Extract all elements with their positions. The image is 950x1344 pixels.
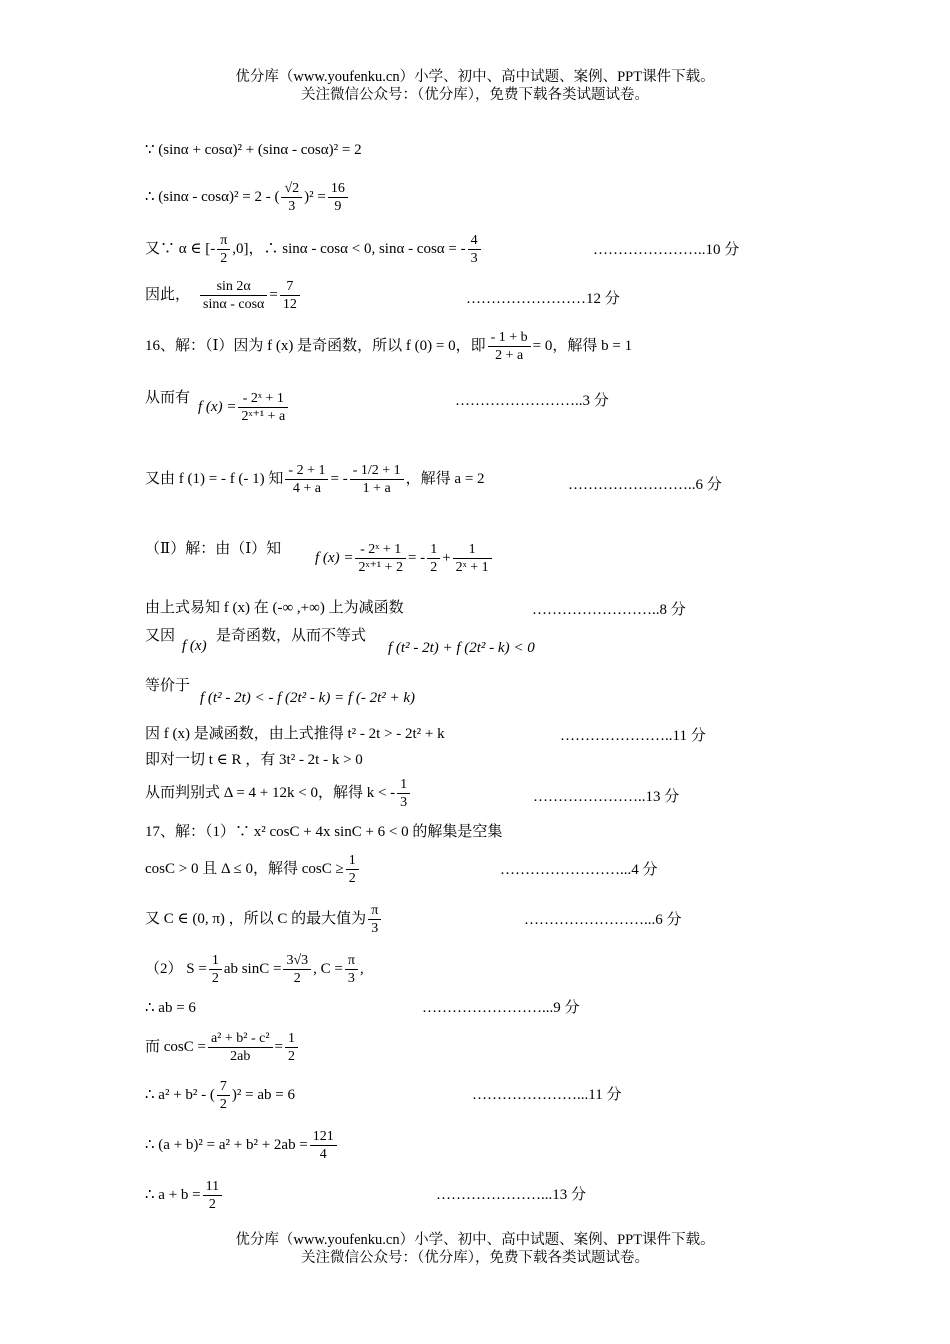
numerator: 7 bbox=[280, 278, 300, 296]
numerator: π bbox=[345, 952, 358, 970]
fraction bbox=[355, 541, 406, 576]
numerator: sin 2α bbox=[200, 278, 267, 296]
q15-result-line bbox=[145, 278, 302, 313]
denominator: 9 bbox=[334, 199, 342, 214]
text: ∴ a + b = bbox=[145, 1186, 201, 1203]
text: ∴ (sinα - cosα)² = 2 - ( bbox=[145, 188, 280, 205]
text: ab sinC = bbox=[223, 960, 282, 977]
text: ∴ a² + b² - ( bbox=[145, 1086, 215, 1103]
denominator: 2ˣ⁺¹ + 2 bbox=[358, 560, 403, 575]
denominator: 3 bbox=[400, 795, 408, 810]
numerator: a² + b² - c² bbox=[208, 1030, 273, 1048]
q17-ab-line: ∴ ab = 6 bbox=[145, 1000, 196, 1016]
fraction bbox=[285, 1030, 298, 1065]
q17-max-line bbox=[145, 902, 383, 937]
q17-substitute-line bbox=[145, 1078, 295, 1113]
text: 是奇函数，从而不等式 bbox=[216, 628, 367, 644]
q17-part1-line: 17、解：（1）∵ x² cosC + 4x sinC + 6 < 0 的解集是空集 bbox=[145, 824, 503, 840]
q16-part2-line bbox=[145, 539, 281, 559]
numerator: 3√3 bbox=[283, 952, 311, 970]
text: 从而有 bbox=[145, 390, 191, 406]
fraction bbox=[346, 852, 359, 887]
q16-equivalent-line bbox=[145, 676, 190, 696]
text: )² = bbox=[304, 188, 326, 205]
numerator: - 1 + b bbox=[488, 329, 531, 347]
fraction bbox=[310, 1128, 337, 1163]
numerator: 121 bbox=[310, 1128, 337, 1146]
text: 因此， bbox=[145, 286, 191, 303]
q16-odd-text bbox=[216, 626, 366, 646]
numerator: 1 bbox=[427, 541, 440, 559]
denominator: 2 bbox=[293, 971, 301, 986]
text: 16、解：（Ⅰ）因为 f (x) 是奇函数，所以 f (0) = 0，即 bbox=[145, 337, 486, 354]
q16-solve-a-line bbox=[145, 462, 485, 497]
fraction bbox=[345, 952, 358, 987]
q16-deduce-line: 因 f (x) 是减函数，由上式推得 t² - 2t > - 2t² + k bbox=[145, 726, 445, 742]
text: （Ⅱ）解：由（Ⅰ）知 bbox=[145, 541, 282, 557]
text: = 0，解得 b = 1 bbox=[532, 337, 633, 354]
text: , C = bbox=[313, 960, 343, 977]
numerator: 11 bbox=[203, 1178, 222, 1196]
text: f (t² - 2t) + f (2t² - k) < 0 bbox=[388, 640, 535, 656]
numerator: 7 bbox=[217, 1078, 230, 1096]
fraction bbox=[217, 232, 230, 267]
score-marker: ……………………...6 分 bbox=[524, 912, 682, 928]
q17-cosine-law-line bbox=[145, 1030, 300, 1065]
text: 从而判别式 Δ = 4 + 12k < 0，解得 k < - bbox=[145, 784, 396, 801]
text: )² = ab = 6 bbox=[231, 1086, 295, 1103]
score-marker: ……………………12 分 bbox=[466, 291, 620, 307]
text: f (x) = bbox=[315, 549, 354, 566]
q16-odd-fx bbox=[182, 636, 207, 656]
denominator: 4 + a bbox=[292, 481, 321, 496]
text: 又因 bbox=[145, 628, 176, 644]
fraction bbox=[427, 541, 440, 576]
text: ∴ (a + b)² = a² + b² + 2ab = bbox=[145, 1136, 308, 1153]
text: 又∵ α ∈ [- bbox=[145, 240, 216, 257]
fraction bbox=[285, 462, 328, 497]
q17-sum-line bbox=[145, 1178, 224, 1213]
text: = - bbox=[407, 549, 426, 566]
q16-part2-formula bbox=[315, 541, 494, 576]
text: + bbox=[442, 549, 451, 566]
fraction bbox=[208, 1030, 273, 1065]
q16-fx-line bbox=[145, 388, 190, 408]
numerator: 1 bbox=[209, 952, 222, 970]
fraction bbox=[397, 776, 410, 811]
denominator: 3 bbox=[470, 251, 478, 266]
score-marker: ……………………..3 分 bbox=[455, 393, 609, 409]
denominator: sinα - cosα bbox=[203, 297, 265, 312]
text: f (x) bbox=[182, 638, 207, 654]
denominator: 2ˣ⁺¹ + a bbox=[241, 409, 286, 424]
numerator: 4 bbox=[468, 232, 481, 250]
header-line-2: 关注微信公众号：（优分库），免费下载各类试题试卷。 bbox=[301, 87, 649, 103]
score-marker: …………………...11 分 bbox=[472, 1087, 622, 1103]
q17-sum-square-line bbox=[145, 1128, 339, 1163]
q15-square-line bbox=[145, 180, 350, 215]
score-marker: …………………..13 分 bbox=[533, 789, 680, 805]
q17-cos-line bbox=[145, 852, 361, 887]
fraction bbox=[280, 278, 300, 313]
denominator: 2ab bbox=[230, 1049, 251, 1064]
score-marker: ……………………...9 分 bbox=[422, 1000, 580, 1016]
text: = bbox=[274, 1038, 284, 1055]
text: f (t² - 2t) < - f (2t² - k) = f (- 2t² + k) bbox=[200, 690, 416, 706]
denominator: 2ˣ + 1 bbox=[455, 560, 489, 575]
q15-identity-line: ∵ (sinα + cosα)² + (sinα - cosα)² = 2 bbox=[145, 142, 362, 158]
denominator: 1 + a bbox=[362, 481, 391, 496]
text: ，解得 a = 2 bbox=[405, 470, 485, 487]
fraction bbox=[328, 180, 348, 215]
denominator: 2 bbox=[288, 1049, 296, 1064]
denominator: 2 bbox=[220, 251, 228, 266]
fraction bbox=[368, 902, 381, 937]
q16-equivalent-formula bbox=[200, 688, 415, 708]
text: 又 C ∈ (0, π) ，所以 C 的最大值为 bbox=[145, 910, 367, 927]
fraction bbox=[217, 1078, 230, 1113]
score-marker: …………………..11 分 bbox=[560, 728, 706, 744]
score-marker: …………………...13 分 bbox=[436, 1187, 587, 1203]
denominator: 2 + a bbox=[495, 348, 524, 363]
numerator: √2 bbox=[281, 180, 302, 198]
fraction bbox=[200, 278, 267, 313]
q16-inequality bbox=[388, 638, 535, 658]
numerator: π bbox=[217, 232, 230, 250]
fraction bbox=[281, 180, 302, 215]
text: = bbox=[269, 286, 278, 303]
q16-discriminant-line bbox=[145, 776, 412, 811]
score-marker: ……………………..8 分 bbox=[532, 602, 686, 618]
text: cosC > 0 且 Δ ≤ 0，解得 cosC ≥ bbox=[145, 860, 344, 877]
numerator: - 2ˣ + 1 bbox=[355, 541, 406, 559]
denominator: 3 bbox=[288, 199, 296, 214]
denominator: 3 bbox=[347, 971, 355, 986]
numerator: - 2ˣ + 1 bbox=[238, 390, 288, 408]
footer-line-1: 优分库（www.youfenku.cn）小学、初中、高中试题、案例、PPT课件下载。 bbox=[235, 1232, 715, 1248]
numerator: - 1/2 + 1 bbox=[350, 462, 404, 480]
score-marker: ……………………..6 分 bbox=[568, 477, 722, 493]
footer-line-2: 关注微信公众号：（优分库），免费下载各类试题试卷。 bbox=[301, 1250, 649, 1266]
q16-forall-line: 即对一切 t ∈ R ，有 3t² - 2t - k > 0 bbox=[145, 752, 363, 768]
fraction bbox=[453, 541, 492, 576]
q16-part1-line bbox=[145, 329, 632, 364]
text: 等价于 bbox=[145, 678, 191, 694]
numerator: π bbox=[368, 902, 381, 920]
denominator: 2 bbox=[219, 1097, 227, 1112]
text: 而 cosC = bbox=[145, 1038, 206, 1055]
score-marker: ……………………...4 分 bbox=[500, 862, 658, 878]
denominator: 2 bbox=[348, 871, 356, 886]
denominator: 4 bbox=[319, 1147, 327, 1162]
fraction bbox=[283, 952, 311, 987]
denominator: 2 bbox=[211, 971, 219, 986]
text: （2） S = bbox=[145, 960, 207, 977]
denominator: 3 bbox=[371, 921, 379, 936]
numerator: 1 bbox=[346, 852, 359, 870]
score-marker: …………………..10 分 bbox=[593, 242, 740, 258]
q15-range-line bbox=[145, 232, 483, 267]
q16-odd-line bbox=[145, 626, 175, 646]
numerator: 1 bbox=[453, 541, 492, 559]
text: f (x) = bbox=[198, 398, 237, 415]
denominator: 2 bbox=[430, 560, 438, 575]
q16-fx-formula bbox=[198, 390, 290, 425]
fraction bbox=[350, 462, 404, 497]
numerator: 1 bbox=[285, 1030, 298, 1048]
numerator: - 2 + 1 bbox=[285, 462, 328, 480]
denominator: 2 bbox=[208, 1197, 216, 1212]
fraction bbox=[209, 952, 222, 987]
numerator: 16 bbox=[328, 180, 348, 198]
denominator: 12 bbox=[282, 297, 297, 312]
text: , bbox=[359, 960, 364, 977]
text: ,0]，∴ sinα - cosα < 0, sinα - cosα = - bbox=[232, 240, 466, 257]
numerator: 1 bbox=[397, 776, 410, 794]
fraction bbox=[468, 232, 481, 267]
q17-part2-line bbox=[145, 952, 364, 987]
text: = - bbox=[330, 470, 348, 487]
fraction bbox=[203, 1178, 222, 1213]
fraction bbox=[488, 329, 531, 364]
q16-decreasing-line: 由上式易知 f (x) 在 (-∞ ,+∞) 上为减函数 bbox=[145, 600, 404, 616]
text: 又由 f (1) = - f (- 1) 知 bbox=[145, 470, 284, 487]
fraction bbox=[238, 390, 288, 425]
header-line-1: 优分库（www.youfenku.cn）小学、初中、高中试题、案例、PPT课件下载。 bbox=[235, 69, 715, 85]
